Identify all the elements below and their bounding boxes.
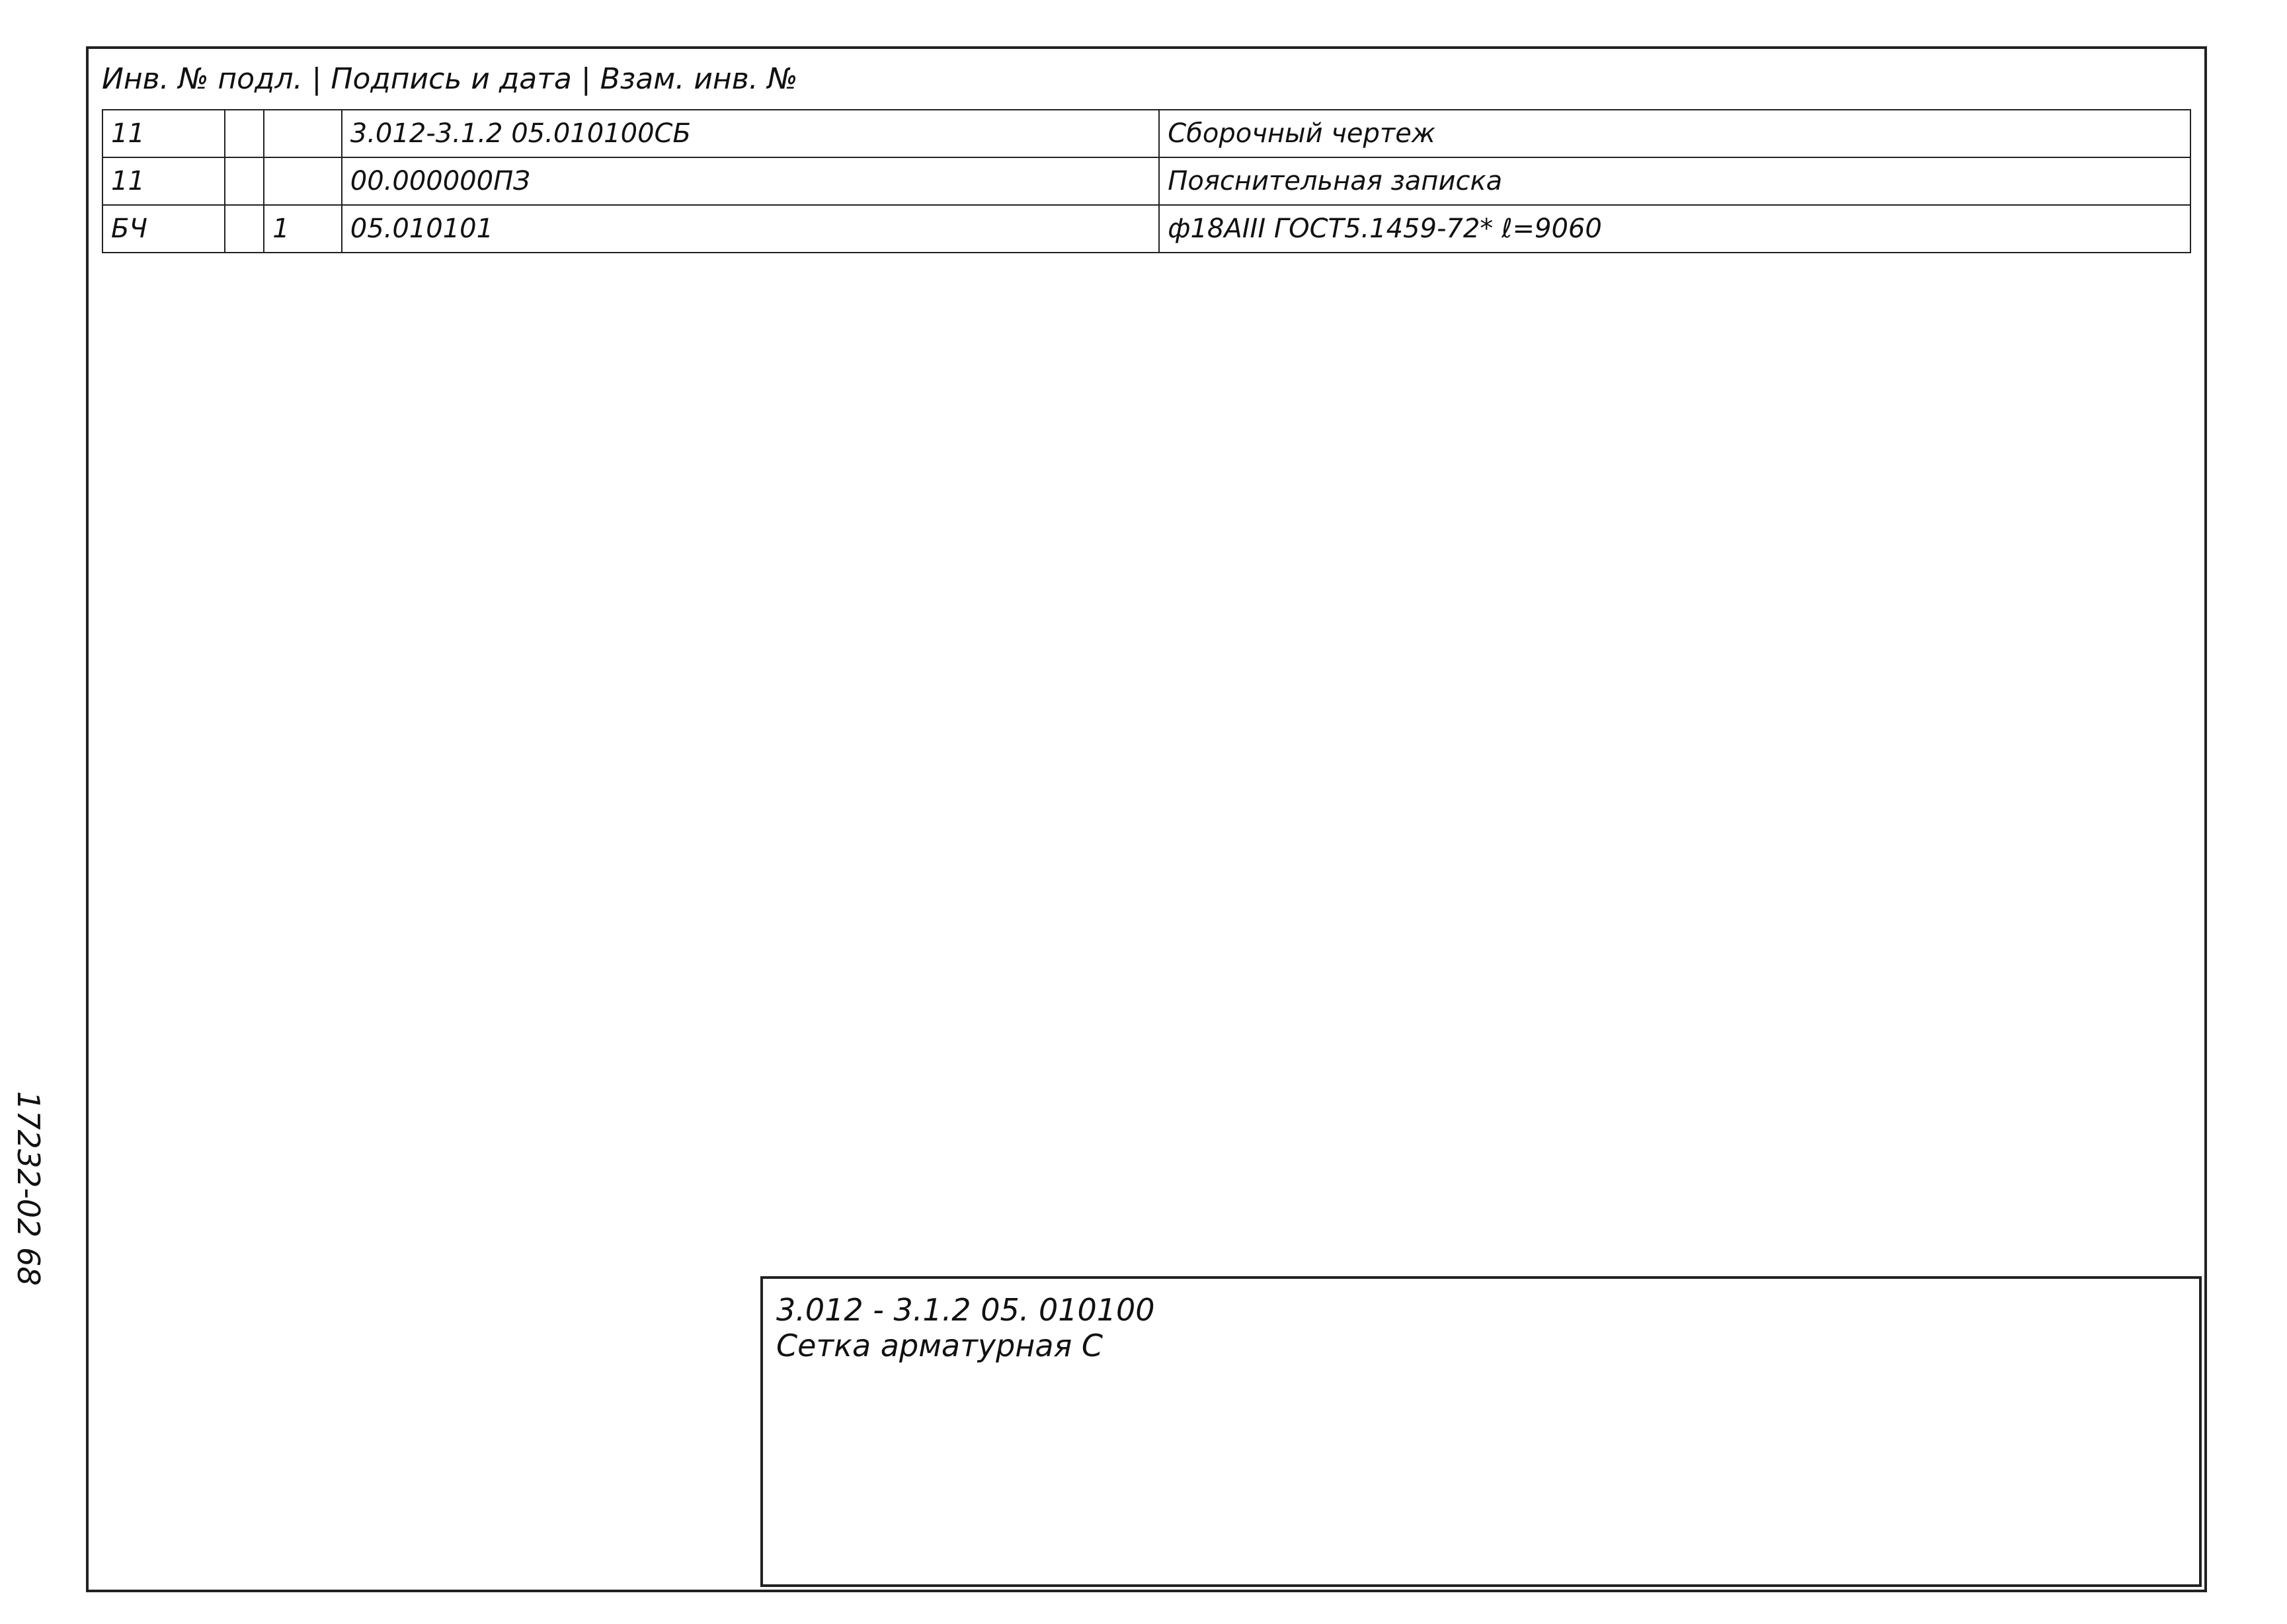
cell <box>264 157 342 205</box>
doc-code: 3.012 - 3.1.2 05. 010100 <box>776 1292 1155 1328</box>
head-3: Взам. инв. № <box>600 62 798 96</box>
cell: БЧ <box>102 205 225 253</box>
cell <box>264 110 342 157</box>
cell: ф18АIII ГОСТ5.1459-72* ℓ=9060 <box>1159 205 2190 253</box>
spec-table <box>102 109 2191 253</box>
cell: 11 <box>102 110 225 157</box>
cell <box>225 110 264 157</box>
head-1: Инв. № подл. <box>102 62 303 96</box>
table-row <box>102 205 2190 253</box>
cell <box>225 205 264 253</box>
table-row <box>102 157 2190 205</box>
cell: Пояснительная записка <box>1159 157 2190 205</box>
cell: Сборочный чертеж <box>1159 110 2190 157</box>
cell: 11 <box>102 157 225 205</box>
cell: 3.012-3.1.2 05.010100СБ <box>342 110 1160 157</box>
head-2: Подпись и дата <box>331 62 572 96</box>
side-code: 17232-02 68 <box>11 1091 46 1286</box>
doc-title: Сетка арматурная С <box>776 1328 1103 1363</box>
cell: 05.010101 <box>342 205 1160 253</box>
cell: 1 <box>264 205 342 253</box>
title-block <box>760 1276 2202 1587</box>
approval-header: Инв. № подл. | Подпись и дата | Взам. инв. № <box>102 62 798 96</box>
table-row <box>102 110 2190 157</box>
cell <box>225 157 264 205</box>
cell: 00.000000ПЗ <box>342 157 1160 205</box>
